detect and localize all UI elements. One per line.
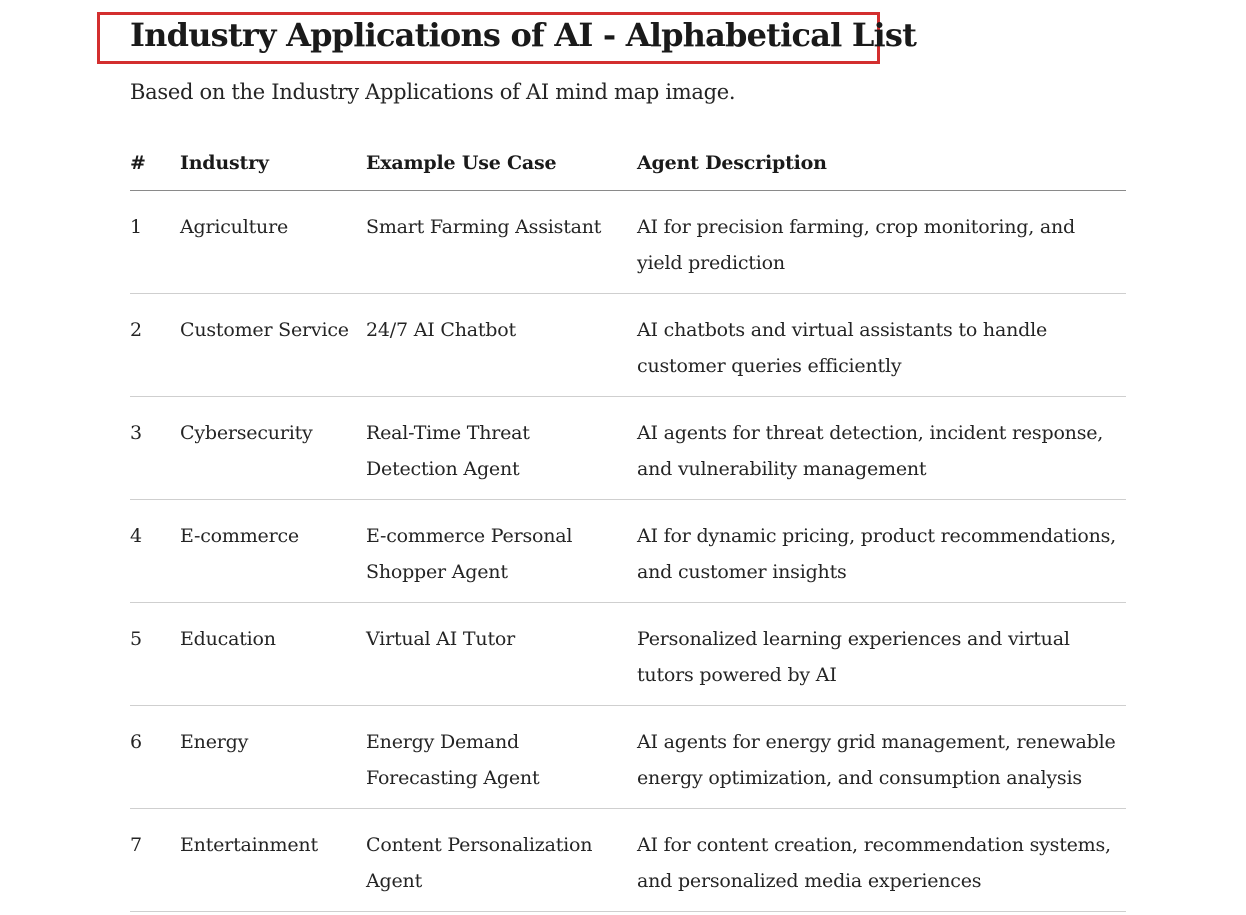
- cell-number: 4: [130, 500, 180, 603]
- table-row: [130, 809, 1126, 912]
- cell-description: AI agents for threat detection, incident response, and vulnerability management: [637, 397, 1126, 500]
- cell-use-case: Smart Farming Assistant: [366, 191, 637, 294]
- header-description: Agent Description: [637, 144, 1126, 191]
- cell-industry: Cybersecurity: [180, 397, 366, 500]
- cell-use-case: Content Personalization Agent: [366, 809, 637, 912]
- cell-use-case: Energy Demand Forecasting Agent: [366, 706, 637, 809]
- table-row: [130, 191, 1126, 294]
- table-row: [130, 603, 1126, 706]
- table-row: [130, 294, 1126, 397]
- cell-number: 5: [130, 603, 180, 706]
- page-title: Industry Applications of AI - Alphabetical List: [130, 16, 917, 54]
- cell-description: AI for dynamic pricing, product recommendations, and customer insights: [637, 500, 1126, 603]
- cell-industry: Education: [180, 603, 366, 706]
- cell-use-case: Virtual AI Tutor: [366, 603, 637, 706]
- cell-use-case: E-commerce Personal Shopper Agent: [366, 500, 637, 603]
- header-industry: Industry: [180, 144, 366, 191]
- cell-number: 3: [130, 397, 180, 500]
- cell-description: AI for precision farming, crop monitoring, and yield prediction: [637, 191, 1126, 294]
- cell-industry: Energy: [180, 706, 366, 809]
- header-use-case: Example Use Case: [366, 144, 637, 191]
- table-row: [130, 397, 1126, 500]
- cell-industry: Entertainment: [180, 809, 366, 912]
- cell-use-case: 24/7 AI Chatbot: [366, 294, 637, 397]
- cell-use-case: Real-Time Threat Detection Agent: [366, 397, 637, 500]
- cell-number: 2: [130, 294, 180, 397]
- cell-description: AI for content creation, recommendation systems, and personalized media experiences: [637, 809, 1126, 912]
- cell-number: 7: [130, 809, 180, 912]
- table-header-row: [130, 144, 1126, 191]
- industry-table: [130, 144, 1126, 912]
- table-row: [130, 706, 1126, 809]
- header-number: #: [130, 144, 180, 191]
- cell-number: 1: [130, 191, 180, 294]
- page-subtitle: Based on the Industry Applications of AI mind map image.: [130, 80, 736, 104]
- cell-description: AI agents for energy grid management, renewable energy optimization, and consumption analysis: [637, 706, 1126, 809]
- cell-description: AI chatbots and virtual assistants to handle customer queries efficiently: [637, 294, 1126, 397]
- cell-description: Personalized learning experiences and virtual tutors powered by AI: [637, 603, 1126, 706]
- cell-industry: Agriculture: [180, 191, 366, 294]
- cell-number: 6: [130, 706, 180, 809]
- cell-industry: Customer Service: [180, 294, 366, 397]
- table-row: [130, 500, 1126, 603]
- cell-industry: E-commerce: [180, 500, 366, 603]
